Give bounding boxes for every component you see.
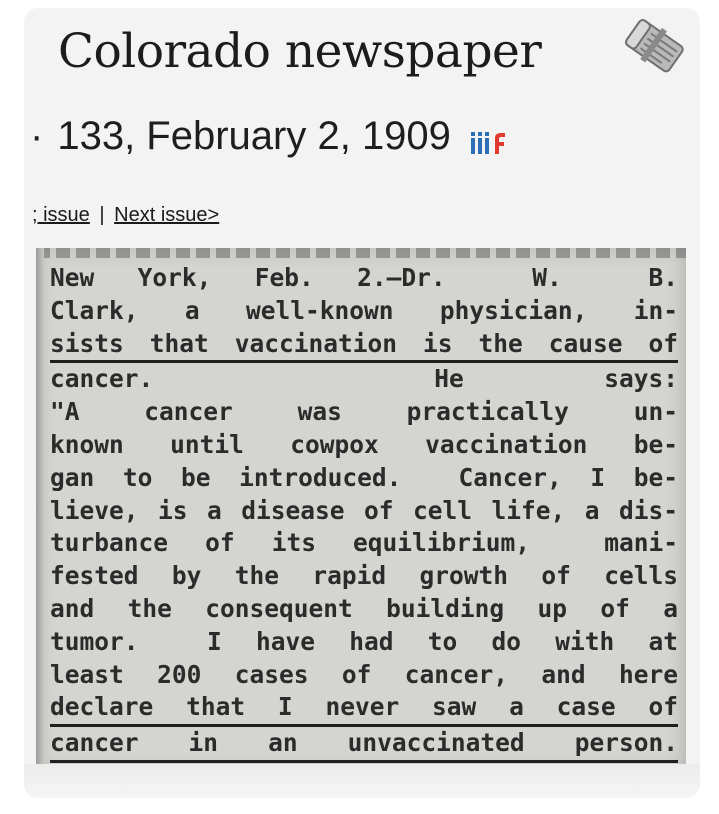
- clipping-line: tumor. I have had to do with at: [50, 626, 678, 656]
- nav-separator: |: [99, 204, 105, 226]
- newspaper-clipping: [36, 248, 686, 772]
- clipping-line: cancer in an unvaccinated person.: [50, 727, 678, 763]
- page-title: Colorado newspaper: [58, 23, 542, 79]
- iiif-logo-icon[interactable]: [469, 130, 513, 156]
- clipping-line: "A cancer was practically un-: [50, 397, 678, 427]
- clipping-line: fested by the rapid growth of cells: [50, 561, 678, 591]
- issue-prefix: ·: [30, 113, 44, 158]
- clipping-line: and the consequent building up of a: [50, 593, 678, 623]
- card-footer-fade: [24, 764, 700, 798]
- previous-issue-link[interactable]: ; issue: [32, 204, 90, 226]
- clipping-line: known until cowpox vaccination be-: [50, 429, 678, 459]
- clipping-line: lieve, is a disease of cell life, a dis-: [50, 495, 678, 525]
- clipping-line: declare that I never saw a case of: [50, 691, 678, 727]
- clipping-line: Clark, a well-known physician, in-: [50, 295, 678, 325]
- issue-info: [24, 106, 513, 166]
- header: [58, 18, 541, 84]
- clipping-line: sists that vaccination is the cause of: [50, 328, 678, 364]
- next-issue-link[interactable]: Next issue>: [114, 204, 220, 226]
- clipping-edge: [36, 248, 44, 772]
- issue-navigation: [32, 204, 219, 227]
- issue-date: 133, February 2, 1909: [57, 113, 451, 158]
- clipping-text: [50, 262, 678, 763]
- article-card: [24, 8, 700, 798]
- clipping-line: gan to be introduced. Cancer, I be-: [50, 462, 678, 492]
- clipping-line: least 200 cases of cancer, and here: [50, 659, 678, 689]
- clipping-line: cancer. He says:: [50, 364, 678, 394]
- rolled-newspaper-icon: [614, 12, 692, 80]
- clipping-line: turbance of its equilibrium, mani-: [50, 528, 678, 558]
- clipping-line: New York, Feb. 2.—Dr. W. B.: [50, 263, 678, 292]
